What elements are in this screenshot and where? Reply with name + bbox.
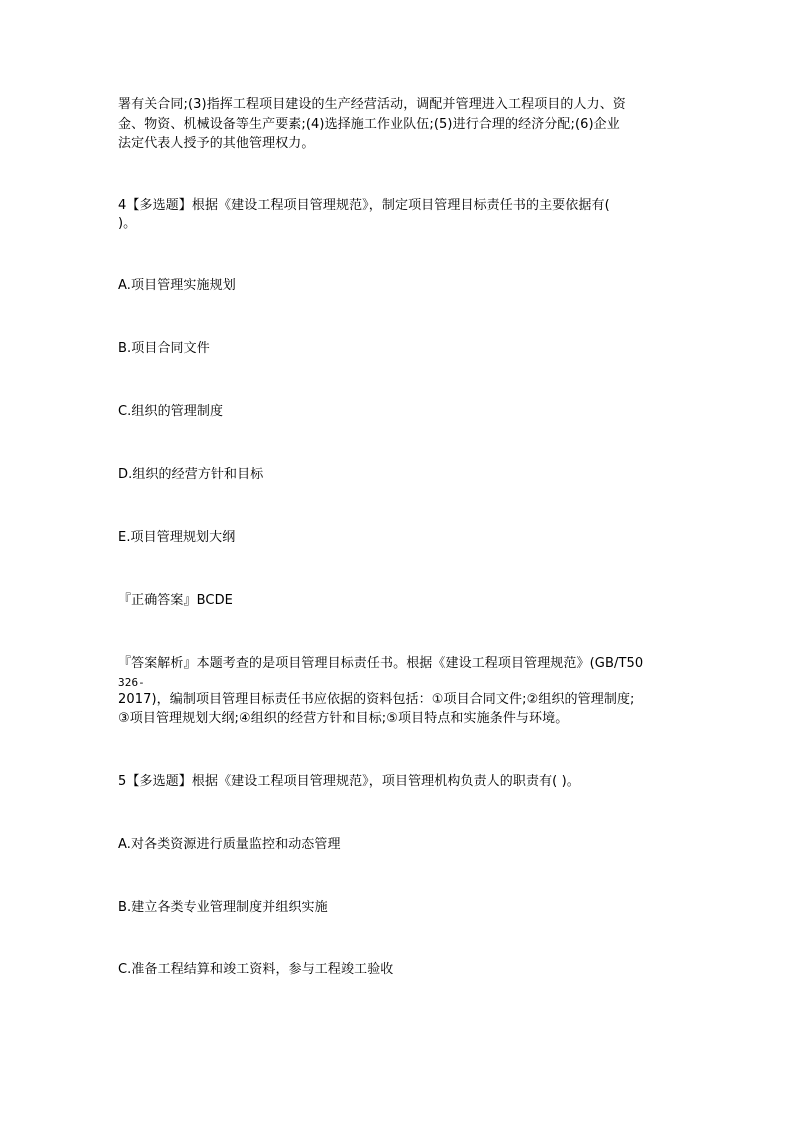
q5-stem: 5【多选题】根据《建设工程项目管理规范》，项目管理机构负责人的职责有( )。 <box>118 774 580 789</box>
q4-stem-line-1: 4【多选题】根据《建设工程项目管理规范》，制定项目管理目标责任书的主要依据有( <box>118 198 610 213</box>
q4-answer: 『正确答案』BCDE <box>118 593 233 608</box>
q4-option-b: B.项目合同文件 <box>118 341 210 356</box>
q4-option-c: C.组织的管理制度 <box>118 404 224 419</box>
q5-option-c: C.准备工程结算和竣工资料，参与工程竣工验收 <box>118 962 394 977</box>
q4-stem-line-2: )。 <box>118 216 137 231</box>
q4-option-a: A.项目管理实施规划 <box>118 278 236 293</box>
q4-option-d: D.组织的经营方针和目标 <box>118 467 264 482</box>
q5-option-a: A.对各类资源进行质量监控和动态管理 <box>118 837 341 852</box>
q4-analysis-line-4: ③项目管理规划大纲;④组织的经营方针和目标;⑤项目特点和实施条件与环境。 <box>118 711 569 726</box>
q5-option-b: B.建立各类专业管理制度并组织实施 <box>118 900 328 915</box>
prev-answer-line-3: 法定代表人授予的其他管理权力。 <box>118 136 315 151</box>
q4-analysis-line-1: 『答案解析』本题考查的是项目管理目标责任书。根据《建设工程项目管理规范》(GB/T50 <box>118 656 644 671</box>
q4-analysis-line-3: 2017)，编制项目管理目标责任书应依据的资料包括：①项目合同文件;②组织的管理制度; <box>118 692 635 707</box>
prev-answer-line-2: 金、物资、机械设备等生产要素;(4)选择施工作业队伍;(5)进行合理的经济分配;(6)企业 <box>118 117 620 132</box>
q4-option-e: E.项目管理规划大纲 <box>118 530 236 545</box>
q4-analysis-line-2: 326- <box>118 676 145 689</box>
prev-answer-line-1: 署有关合同;(3)指挥工程项目建设的生产经营活动，调配并管理进入工程项目的人力、资 <box>118 97 626 112</box>
